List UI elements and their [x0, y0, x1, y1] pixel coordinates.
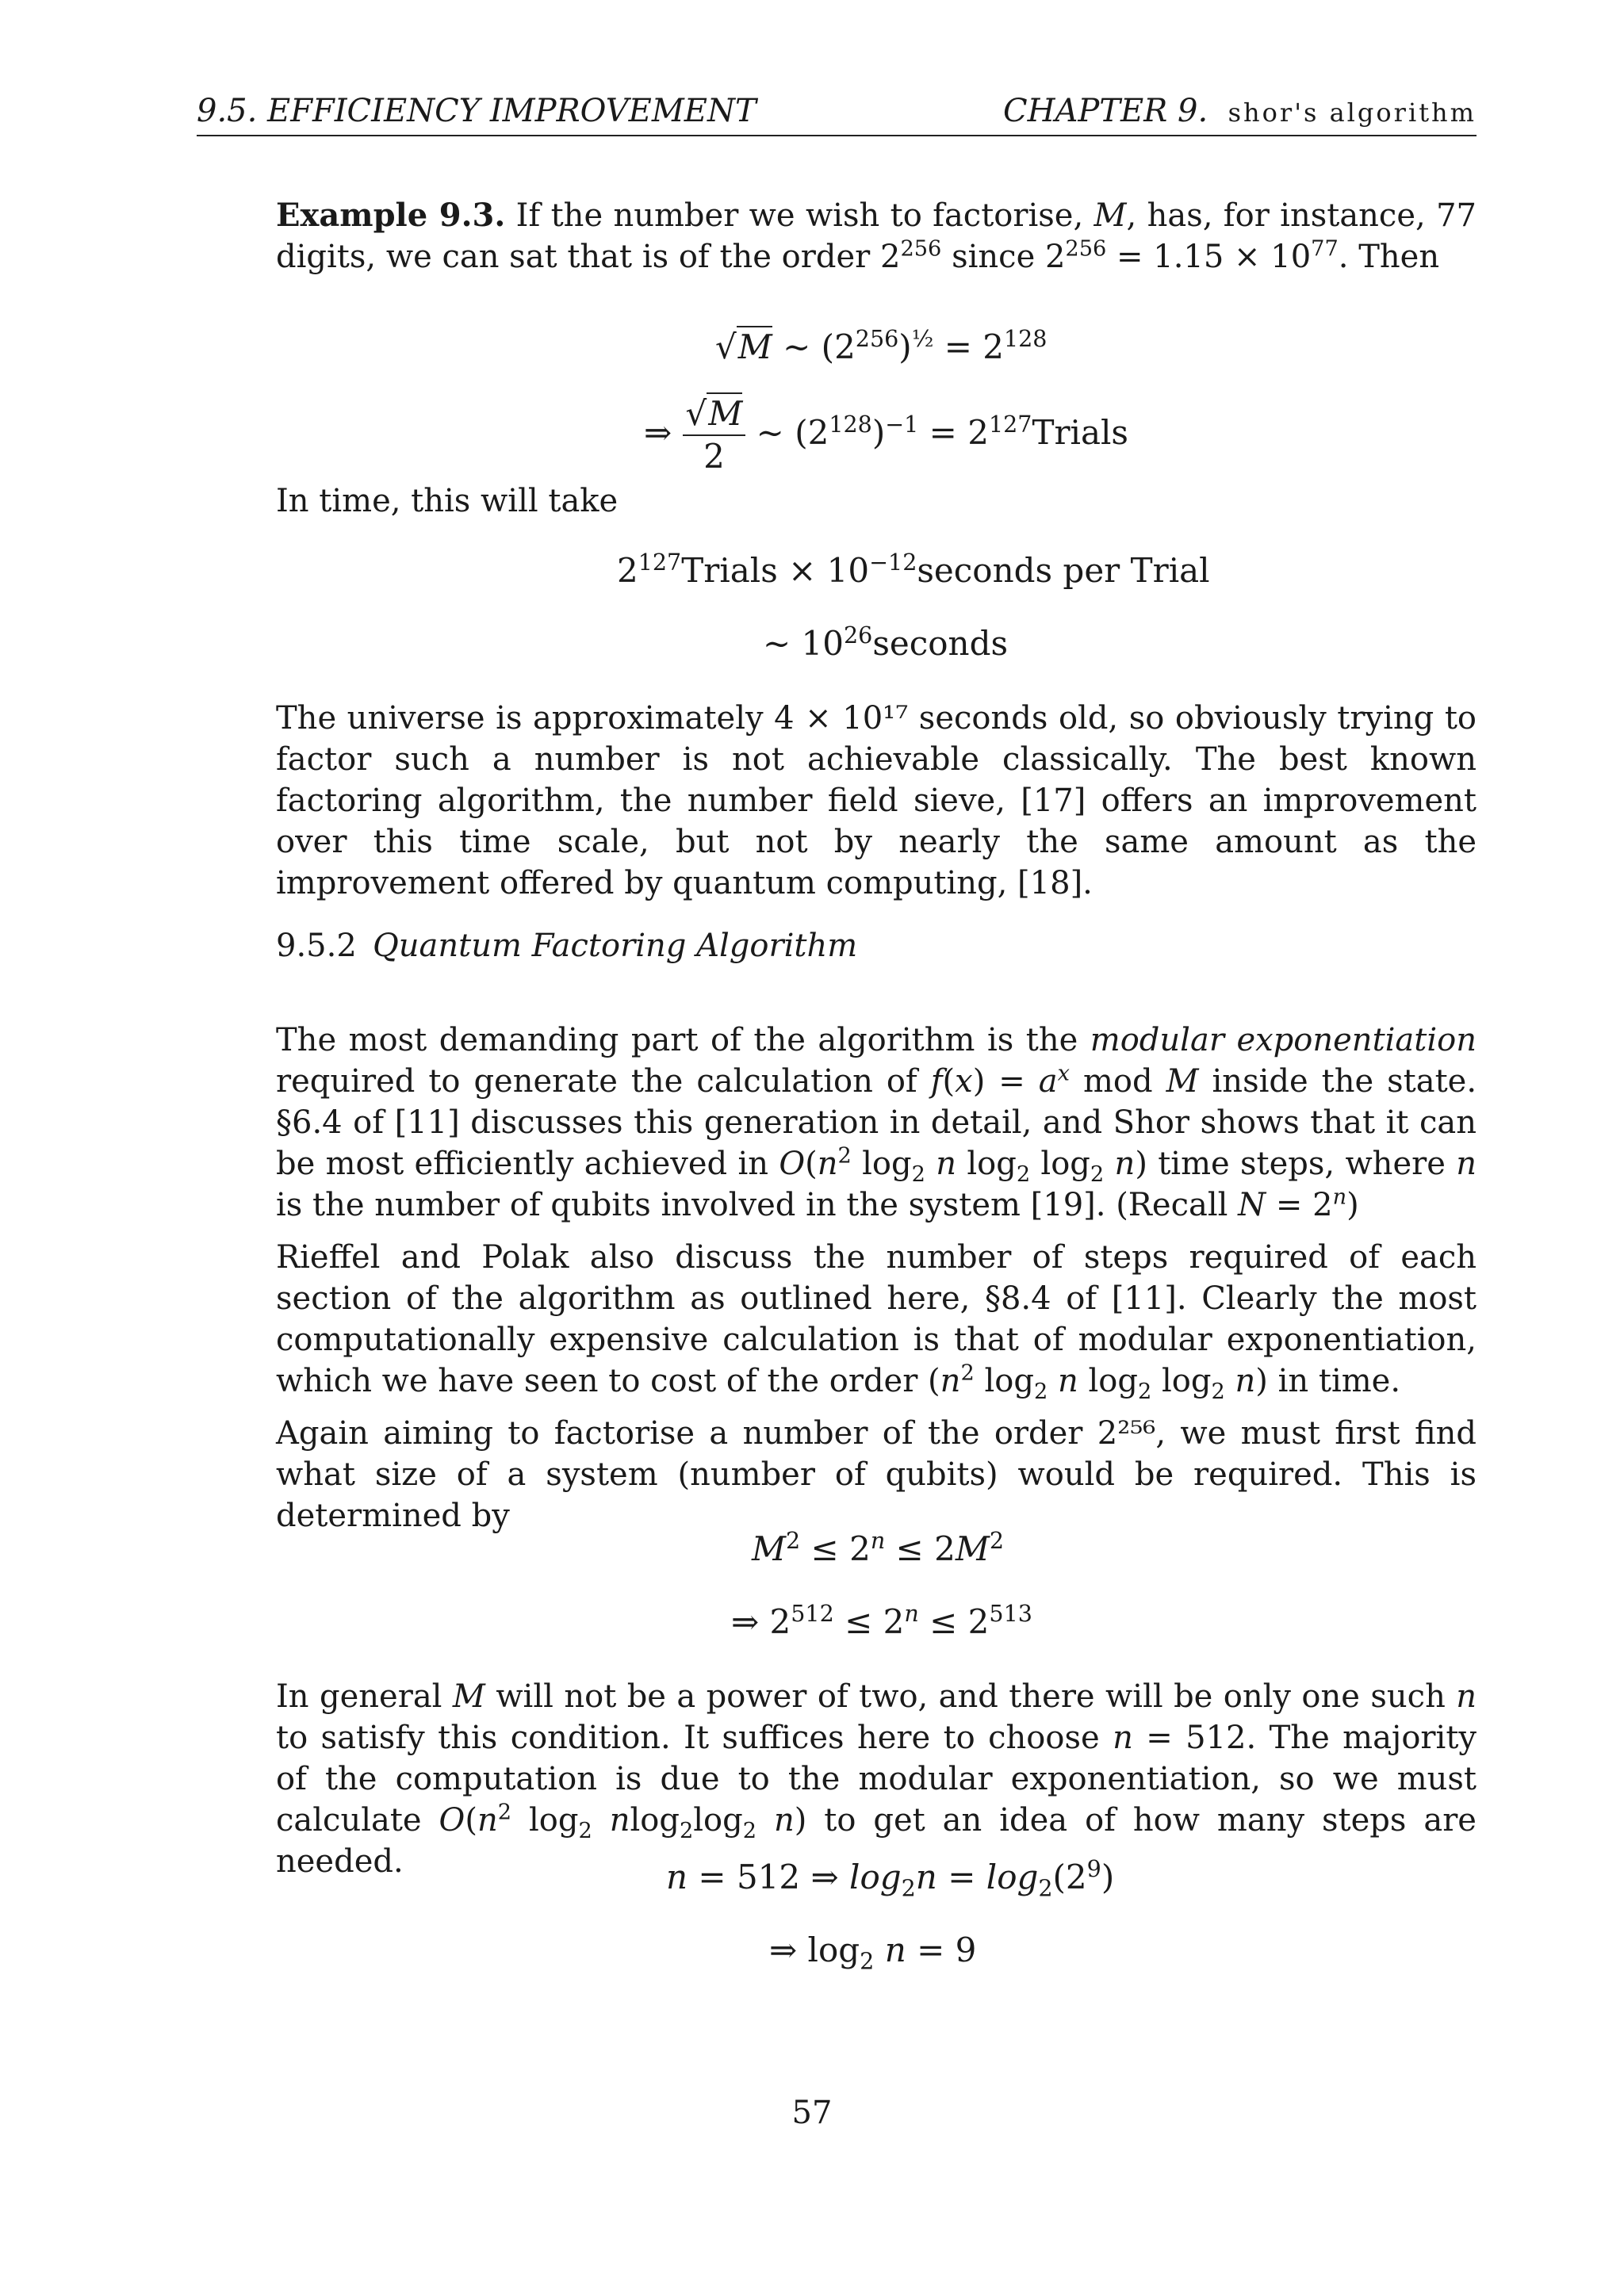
general-paragraph: In general M will not be a power of two, and there will be only one such n to satisfy this condition. It suffices here to choose n = 512. The majority of the computation is due to the modular exponentiation, so we must calculate $O(n^2$ $\log_2 nlog_2\log_2$ n) to get an idea of how many steps are needed. — [276, 1678, 1477, 1880]
running-header — [197, 89, 1477, 136]
example-paragraph: Example 9.3. If the number we wish to factorise, M, has, for instance, 77 digits, we can sat that is of the order $2^{256}$ since $2^{256} = 1.15 \times 10^{77}$. Then — [276, 197, 1477, 275]
equation-time: $2^{127}Trials$ × $10^{-12}seconds$ per Trial — [617, 549, 1210, 590]
section-title: Quantum Factoring Algorithm — [373, 928, 858, 964]
equation-seconds: ∼ $10^{26}seconds$ — [763, 622, 1009, 663]
equation-log-2: ⇒ $\log_2 n = 9$ — [769, 1931, 977, 1975]
in-time-text: In time, this will take — [276, 483, 619, 519]
again-paragraph: Again aiming to factorise a number of the order 2²⁵⁶, we must first find what size of a system (number of qubits) would be required. This is determined by — [276, 1415, 1477, 1534]
section-number: 9.5.2 — [276, 928, 357, 964]
equation-inequality-1: $M^2 \le 2^n \le 2M^2$ — [752, 1527, 1005, 1568]
equation-inequality-2: ⇒ $2^{512} \le 2^n \le 2^{513}$ — [731, 1600, 1032, 1641]
header-chapter-title: shor's algorithm — [1228, 98, 1477, 128]
header-section: 9.5. EFFICIENCY IMPROVEMENT — [197, 93, 756, 129]
equation-sqrt-m: √M ∼ $(2^{256})^{\frac{1}{2}} = 2^{128}$ — [715, 325, 1048, 366]
example-label: Example 9.3. — [276, 197, 506, 234]
equation-log-1: n = 512 ⇒ $\log_2n = \log_2(2^9)$ — [666, 1855, 1115, 1902]
equation-trials: ⇒ $\frac{√M}{2}$ ∼ $(2^{128})^{-1}$ = $2^{127}Trials$ — [644, 394, 1128, 476]
header-chapter: CHAPTER 9. shor's algorithm — [1003, 93, 1477, 129]
universe-paragraph: The universe is approximately 4 × 10¹⁷ seconds old, so obviously trying to factor such a number is not achievable classically. The best known factoring algorithm, the number field sieve, [17] offers an improvement over this time scale, but not by nearly the same amount as the improvement offered by quantum computing, [18]. — [276, 700, 1477, 901]
rieffel-paragraph: Rieffel and Polak also discuss the number of steps required of each section of the algorithm as outlined here, §8.4 of [11]. Clearly the most computationally expensive calculation is that of modular exponentiation, which we have seen to cost of the order ($n^2$ $\log_2 n$ $\log_2 \log_2 n$) in time. — [276, 1239, 1477, 1404]
page-number: 57 — [791, 2095, 833, 2131]
modexp-paragraph: The most demanding part of the algorithm is the modular exponentiation required to generate the calculation of $f(x) = a^x$ mod M inside the state. §6.4 of [11] discusses this generation in detail, and Shor shows that it can be most efficiently achieved in $O(n^2$ $\log_2 n$ $\log_2 \log_2 n$) time steps, where n is the number of qubits involved in the system [19]. (Recall $N = 2^n$) — [276, 1022, 1477, 1223]
